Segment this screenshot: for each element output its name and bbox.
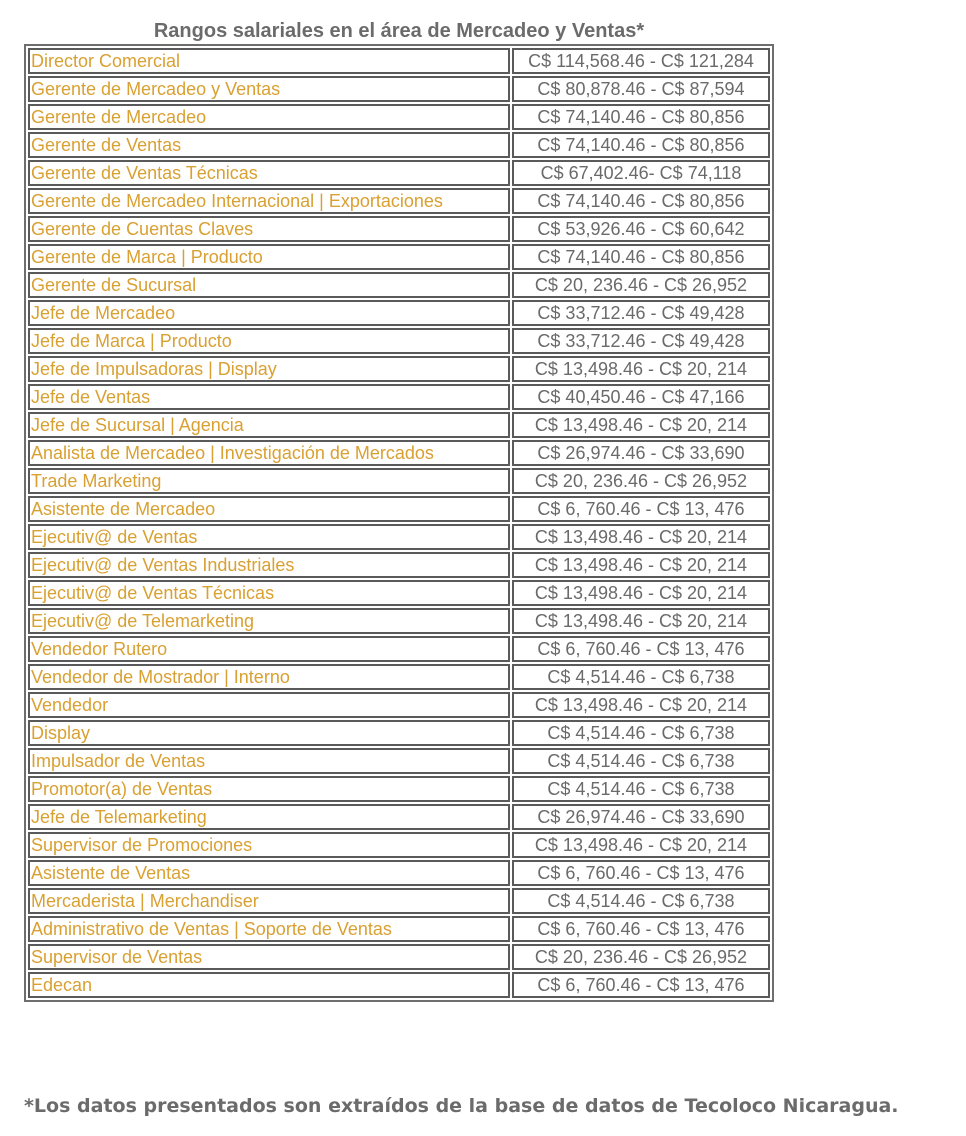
salary-range-cell: C$ 74,140.46 - C$ 80,856 (512, 132, 770, 158)
table-row (28, 664, 770, 690)
salary-range-cell: C$ 4,514.46 - C$ 6,738 (512, 748, 770, 774)
table-row (28, 244, 770, 270)
job-title-cell: Supervisor de Promociones (28, 832, 510, 858)
job-title-cell: Mercaderista | Merchandiser (28, 888, 510, 914)
salary-range-cell: C$ 13,498.46 - C$ 20, 214 (512, 832, 770, 858)
table-row (28, 272, 770, 298)
job-title-cell: Vendedor Rutero (28, 636, 510, 662)
job-title-cell: Administrativo de Ventas | Soporte de Ventas (28, 916, 510, 942)
table-row (28, 636, 770, 662)
salary-range-cell: C$ 20, 236.46 - C$ 26,952 (512, 468, 770, 494)
salary-range-cell: C$ 4,514.46 - C$ 6,738 (512, 888, 770, 914)
job-title-cell: Promotor(a) de Ventas (28, 776, 510, 802)
table-row (28, 972, 770, 998)
job-title-cell: Asistente de Mercadeo (28, 496, 510, 522)
table-row (28, 888, 770, 914)
salary-table (24, 44, 774, 1002)
source-footnote: *Los datos presentados son extraídos de la base de datos de Tecoloco Nicaragua. (24, 1095, 899, 1117)
salary-range-cell: C$ 20, 236.46 - C$ 26,952 (512, 944, 770, 970)
job-title-cell: Impulsador de Ventas (28, 748, 510, 774)
table-row (28, 48, 770, 74)
salary-range-cell: C$ 74,140.46 - C$ 80,856 (512, 244, 770, 270)
salary-range-cell: C$ 13,498.46 - C$ 20, 214 (512, 552, 770, 578)
table-row (28, 692, 770, 718)
table-row (28, 832, 770, 858)
job-title-cell: Gerente de Sucursal (28, 272, 510, 298)
job-title-cell: Jefe de Marca | Producto (28, 328, 510, 354)
job-title-cell: Jefe de Telemarketing (28, 804, 510, 830)
salary-range-cell: C$ 4,514.46 - C$ 6,738 (512, 664, 770, 690)
salary-range-cell: C$ 74,140.46 - C$ 80,856 (512, 188, 770, 214)
table-row (28, 860, 770, 886)
salary-range-cell: C$ 13,498.46 - C$ 20, 214 (512, 608, 770, 634)
salary-range-cell: C$ 6, 760.46 - C$ 13, 476 (512, 916, 770, 942)
table-row (28, 496, 770, 522)
salary-range-cell: C$ 67,402.46- C$ 74,118 (512, 160, 770, 186)
job-title-cell: Supervisor de Ventas (28, 944, 510, 970)
job-title-cell: Trade Marketing (28, 468, 510, 494)
salary-range-cell: C$ 80,878.46 - C$ 87,594 (512, 76, 770, 102)
job-title-cell: Ejecutiv@ de Telemarketing (28, 608, 510, 634)
salary-range-cell: C$ 40,450.46 - C$ 47,166 (512, 384, 770, 410)
job-title-cell: Vendedor (28, 692, 510, 718)
table-title: Rangos salariales en el área de Mercadeo y Ventas* (153, 20, 645, 42)
table-row (28, 944, 770, 970)
job-title-cell: Gerente de Mercadeo y Ventas (28, 76, 510, 102)
salary-range-cell: C$ 114,568.46 - C$ 121,284 (512, 48, 770, 74)
job-title-cell: Jefe de Ventas (28, 384, 510, 410)
salary-range-cell: C$ 6, 760.46 - C$ 13, 476 (512, 972, 770, 998)
salary-range-cell: C$ 26,974.46 - C$ 33,690 (512, 804, 770, 830)
table-row (28, 356, 770, 382)
job-title-cell: Jefe de Mercadeo (28, 300, 510, 326)
table-row (28, 132, 770, 158)
job-title-cell: Gerente de Mercadeo Internacional | Exportaciones (28, 188, 510, 214)
salary-range-cell: C$ 33,712.46 - C$ 49,428 (512, 300, 770, 326)
job-title-cell: Gerente de Ventas (28, 132, 510, 158)
salary-range-cell: C$ 4,514.46 - C$ 6,738 (512, 720, 770, 746)
job-title-cell: Gerente de Ventas Técnicas (28, 160, 510, 186)
salary-range-cell: C$ 13,498.46 - C$ 20, 214 (512, 580, 770, 606)
job-title-cell: Ejecutiv@ de Ventas Técnicas (28, 580, 510, 606)
job-title-cell: Ejecutiv@ de Ventas (28, 524, 510, 550)
table-row (28, 188, 770, 214)
table-row (28, 748, 770, 774)
salary-range-cell: C$ 6, 760.46 - C$ 13, 476 (512, 636, 770, 662)
job-title-cell: Vendedor de Mostrador | Interno (28, 664, 510, 690)
salary-range-cell: C$ 13,498.46 - C$ 20, 214 (512, 524, 770, 550)
salary-range-cell: C$ 13,498.46 - C$ 20, 214 (512, 356, 770, 382)
job-title-cell: Jefe de Sucursal | Agencia (28, 412, 510, 438)
table-row (28, 916, 770, 942)
table-row (28, 440, 770, 466)
table-row (28, 300, 770, 326)
salary-range-cell: C$ 33,712.46 - C$ 49,428 (512, 328, 770, 354)
table-row (28, 104, 770, 130)
job-title-cell: Ejecutiv@ de Ventas Industriales (28, 552, 510, 578)
table-row (28, 76, 770, 102)
table-row (28, 468, 770, 494)
job-title-cell: Gerente de Mercadeo (28, 104, 510, 130)
salary-range-cell: C$ 4,514.46 - C$ 6,738 (512, 776, 770, 802)
table-row (28, 804, 770, 830)
job-title-cell: Director Comercial (28, 48, 510, 74)
table-row (28, 580, 770, 606)
table-row (28, 608, 770, 634)
job-title-cell: Gerente de Cuentas Claves (28, 216, 510, 242)
salary-range-cell: C$ 6, 760.46 - C$ 13, 476 (512, 496, 770, 522)
job-title-cell: Gerente de Marca | Producto (28, 244, 510, 270)
table-row (28, 160, 770, 186)
table-row (28, 328, 770, 354)
table-row (28, 776, 770, 802)
job-title-cell: Analista de Mercadeo | Investigación de Mercados (28, 440, 510, 466)
table-row (28, 384, 770, 410)
job-title-cell: Display (28, 720, 510, 746)
salary-range-cell: C$ 6, 760.46 - C$ 13, 476 (512, 860, 770, 886)
salary-table-body (28, 48, 770, 998)
salary-range-cell: C$ 53,926.46 - C$ 60,642 (512, 216, 770, 242)
table-row (28, 216, 770, 242)
salary-range-cell: C$ 20, 236.46 - C$ 26,952 (512, 272, 770, 298)
salary-range-cell: C$ 13,498.46 - C$ 20, 214 (512, 692, 770, 718)
salary-range-cell: C$ 13,498.46 - C$ 20, 214 (512, 412, 770, 438)
table-row (28, 524, 770, 550)
job-title-cell: Edecan (28, 972, 510, 998)
salary-range-cell: C$ 74,140.46 - C$ 80,856 (512, 104, 770, 130)
job-title-cell: Jefe de Impulsadoras | Display (28, 356, 510, 382)
table-row (28, 552, 770, 578)
job-title-cell: Asistente de Ventas (28, 860, 510, 886)
table-row (28, 720, 770, 746)
table-row (28, 412, 770, 438)
salary-range-cell: C$ 26,974.46 - C$ 33,690 (512, 440, 770, 466)
